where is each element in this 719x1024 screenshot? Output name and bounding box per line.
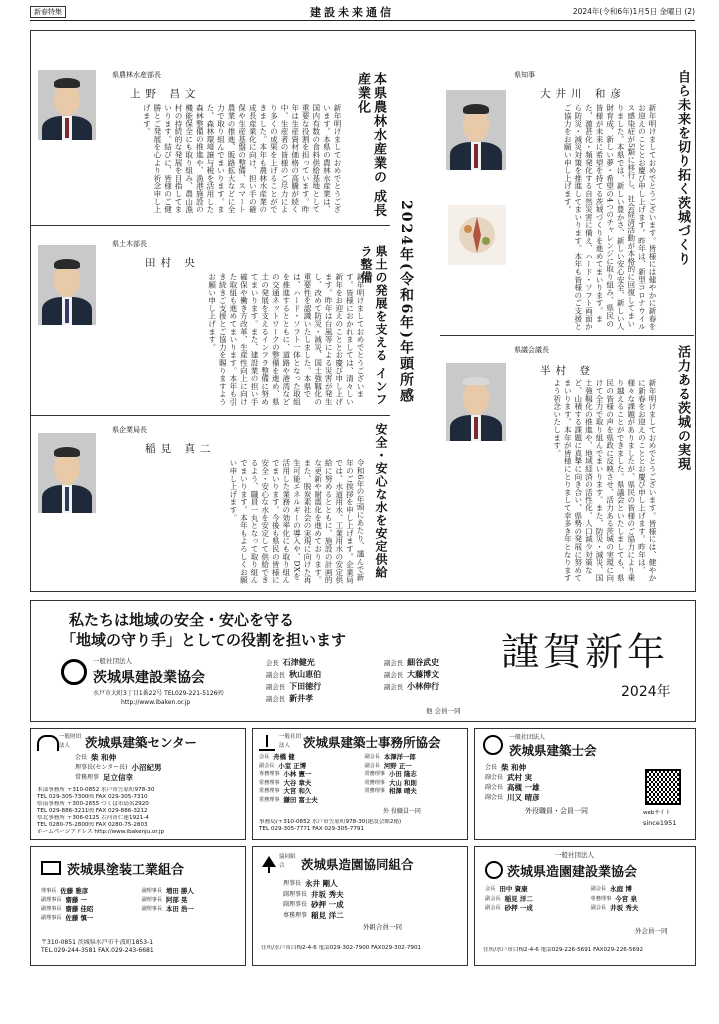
officer-row <box>259 796 359 805</box>
officer-name: 下田徳行 <box>289 682 322 691</box>
new-year-decoration <box>448 205 506 265</box>
officer-name: 田中 資康 <box>499 885 528 893</box>
article-civil-engineering <box>30 225 390 416</box>
members-note: 外組合員一同 <box>363 923 402 931</box>
officer-row <box>591 885 691 895</box>
ad-construction-association <box>30 600 696 722</box>
ad-slogan-2: 「地域の守り手」としての役割を担います <box>61 631 347 649</box>
section-badge: 新春特集 <box>30 6 66 18</box>
role-label: 県農林水産部長 <box>112 71 161 79</box>
officer-name: 小田 隆志 <box>388 770 417 779</box>
officer-title: 副会長 <box>485 895 501 902</box>
members-note: 他 会員一同 <box>426 707 461 715</box>
officer-name: 足立信幸 <box>103 773 134 782</box>
org-prefix: 一般社団法人 <box>555 851 594 859</box>
officer-name: 秋山恵伯 <box>289 670 322 679</box>
contact-line: ホームページアドレス http://www.ibakenju.or.jp <box>37 829 165 835</box>
officer-title: 副理事長 <box>141 897 162 903</box>
officer-title: 副会長 <box>485 784 504 791</box>
portrait-hanmura <box>446 363 506 441</box>
officer-name: 小沼紀男 <box>131 763 162 772</box>
officer-name: 砂押 一成 <box>311 900 344 909</box>
officer-row <box>259 762 359 771</box>
officer-title: 専務理事 <box>259 771 280 778</box>
officer-name: 鎌田 富士夫 <box>283 795 318 804</box>
contact-line: 本部事務所 〒310-0852 水戸市笠原町978-30 <box>37 787 155 793</box>
article-heading: 県土の発展を支える インフラ整備 <box>359 245 388 407</box>
officer-name: 井坂 秀夫 <box>610 904 639 912</box>
officer-title: 副会長 <box>384 671 404 679</box>
officer-name: 大藤博文 <box>407 670 440 679</box>
officer-name: 齋藤 一 <box>65 896 87 904</box>
contact-line: 住所/水戸市白梅2-4-6 電話029-302-7900 FAX029-302-7901 <box>261 945 422 951</box>
officer-name: 稲見 洋二 <box>311 910 344 920</box>
ad-slogan-1: 私たちは地域の安全・安心を守る <box>69 611 295 629</box>
contact-line: TEL 029-886-3211㈹ FAX 029-886-3212 <box>37 808 148 814</box>
officer-name: 永庭 博 <box>610 885 632 893</box>
officer-row <box>283 911 453 922</box>
officer-list <box>259 753 464 805</box>
officer-title: 常務理事 <box>364 779 385 786</box>
officer-row <box>591 904 691 914</box>
portrait-ueno <box>38 70 96 140</box>
ad-landscape-construction-association <box>474 846 696 966</box>
officer-list <box>75 753 215 783</box>
officer-name: 高槻 一雄 <box>507 783 540 792</box>
org-name: 茨城県建築士事務所協会 <box>303 735 441 750</box>
building-center-logo <box>37 735 59 751</box>
officer-row <box>41 887 136 896</box>
org-name: 茨城県造園建設業協会 <box>507 865 638 880</box>
officer-row <box>75 763 215 773</box>
officer-title: 副理事長 <box>41 897 62 903</box>
officer-title: 副会長 <box>485 794 504 801</box>
officer-row <box>41 914 136 923</box>
members-note: 外役職員・会員一同 <box>525 807 588 815</box>
officer-title: 副理事長 <box>41 906 62 912</box>
officer-name: 砂押 一成 <box>504 904 533 912</box>
members-note: 外会員一同 <box>635 927 668 935</box>
officer-name: 細谷武史 <box>407 658 440 667</box>
officer-title: 理事長(センター長) <box>75 764 128 771</box>
contact-lines <box>41 939 236 955</box>
portrait-oigawa <box>446 90 506 170</box>
officer-name: 大谷 章夫 <box>283 778 312 787</box>
officer-name: 本澤洋一郎 <box>383 753 416 761</box>
contact-lines <box>37 787 242 836</box>
officer-name: 増田 勝人 <box>165 887 194 895</box>
org-prefix: 一般社団法人 <box>279 734 302 749</box>
org-name: 茨城県建築センター <box>85 735 198 750</box>
officer-row <box>365 762 465 771</box>
officer-name: 本田 浩一 <box>165 905 194 913</box>
officer-name: 石津健光 <box>282 658 315 667</box>
ad-painting-union <box>30 846 246 966</box>
center-title: 2024年(令和6年)年頭所感 <box>398 200 414 404</box>
officer-row <box>485 763 635 773</box>
officer-name: 柴 和伸 <box>501 763 527 772</box>
article-assembly-chair <box>440 335 694 590</box>
contact-line: 県南事務所 〒300-2655 つくば市島名2920 <box>37 801 149 807</box>
officer-name: 佐藤 慎一 <box>65 914 94 922</box>
role-label: 県知事 <box>514 71 535 79</box>
officer-row <box>283 890 453 901</box>
officer-title: 常務理事 <box>259 788 280 795</box>
ad-architect-society <box>474 728 696 840</box>
officer-row <box>266 681 378 693</box>
article-heading: 自ら未来を切り拓く茨城づくり <box>675 70 690 266</box>
role-label: 県企業局長 <box>112 426 147 434</box>
newspaper-title: 建設未来通信 <box>310 6 394 19</box>
officer-row <box>384 657 496 669</box>
officer-title: 副会長 <box>266 671 286 679</box>
officer-row <box>259 770 359 779</box>
article-heading: 本県農林水産業の 成長産業化 <box>355 72 386 218</box>
officer-row <box>266 693 378 705</box>
article-body: 新年明けましておめでとうございます。皆様には健やかに新春をお迎えのこととお慶び申し上げます。昨年は、新型コロナウイルス感染症が5類に移行し、社会経済活動が本格的に回復してまいりました。本県では、新しい豊かさ、新しい安心安全、新しい人財育成、新しい夢・希望の4つのチャレンジに取り組み、県民の皆様が未来に希望を持てる茨城づくりを進めてまいります。また、激甚化・頻発化する自然災害に備え、ハード・ソフト両面から防災・減災対策を推進してまいります。本年も皆様のご支援とご協力をお願い申し上げます。 <box>563 104 657 331</box>
officer-row <box>485 793 635 803</box>
officer-name: 佐藤 雅彦 <box>60 887 89 895</box>
person-name: 稲見 真二 <box>145 443 216 455</box>
org-name: 茨城県造園協同組合 <box>301 857 414 872</box>
officer-title: 会長 <box>485 764 498 771</box>
officer-title: 副会長 <box>266 695 286 703</box>
officer-title: 常務理事 <box>364 771 385 778</box>
officer-row <box>384 681 496 693</box>
contact-line: 事務局/〒310-0852 水戸市笠原町978-30(建設会館2階) <box>259 819 402 825</box>
officer-row <box>259 753 359 762</box>
association-logo <box>61 659 87 685</box>
page-header <box>30 6 695 21</box>
ad-architect-office-association <box>252 728 468 840</box>
portrait-inami <box>38 433 96 513</box>
contact-line: TEL 0280-75-2800㈹ FAX 0280-75-2803 <box>37 822 148 828</box>
officer-title: 常務理事 <box>259 779 280 786</box>
officer-title: 副会長 <box>259 762 275 769</box>
officer-title: 専務理事 <box>283 911 308 919</box>
officer-row <box>485 783 635 793</box>
contact-lines <box>259 819 464 833</box>
person-name: 上野 昌文 <box>130 88 201 100</box>
officer-title: 副会長 <box>364 754 380 760</box>
org-prefix: 協同組合 <box>279 854 296 869</box>
decoration-illustration <box>448 205 506 265</box>
officer-name: 柴 和伸 <box>91 753 117 762</box>
officer-name: 小室 正博 <box>278 761 307 770</box>
officer-row <box>75 773 215 783</box>
portrait-tamura <box>38 245 96 325</box>
article-enterprise <box>30 415 390 590</box>
officer-title: 副理事長 <box>283 901 308 908</box>
person-name: 田村 央 <box>145 257 200 269</box>
society-logo <box>483 735 503 755</box>
officer-list <box>485 885 690 914</box>
contact-lines <box>261 945 466 952</box>
officer-title: 会長 <box>266 659 279 667</box>
org-url: http://www.ibaken.or.jp <box>121 699 191 706</box>
painting-logo <box>41 861 61 875</box>
officer-row <box>485 904 585 914</box>
landscape-logo <box>261 855 277 873</box>
officer-name: 今宮 泉 <box>615 894 638 903</box>
officer-row <box>266 669 378 681</box>
article-agriculture <box>30 30 390 226</box>
officer-name: 河野 正一 <box>383 761 412 770</box>
officer-name: 川又 晴彦 <box>507 793 540 802</box>
org-prefix: 一般社団法人 <box>93 657 132 665</box>
article-heading: 活力ある茨城の実現 <box>675 345 690 471</box>
article-body: 新年明けましておめでとうございます。皆様におかれましては、清々しい新年をお迎えのこととお慶び申し上げます。昨年は台風等による災害が発生し、改めて防災・減災、国土強靱化の重要性を認識いたしました。本県では、ハード・ソフト一体となった取組を推進するとともに、道路や港湾などの交通ネットワークの整備を進め、県土の発展を支えるインフラ整備に努めてまいります。また、建設業の担い手確保や働き方改革、生産性向上に向けた取組も進めてまいります。本年も引き続きご支援とご協力を賜りますようお願い申し上げます。 <box>207 273 365 406</box>
officer-title: 副理事長 <box>283 890 308 898</box>
contact-line: TEL 029-305-7771 FAX 029-305-7791 <box>259 826 365 832</box>
officer-name: 阿部 晃 <box>165 896 188 904</box>
officer-title: 副理事長 <box>141 906 162 912</box>
greeting-year: 2024年 <box>621 684 671 700</box>
officer-row <box>365 787 465 796</box>
members-note: 外 役職員一同 <box>383 808 421 815</box>
greeting-text: 謹賀新年 <box>501 630 670 674</box>
officer-title: 副会長 <box>364 762 380 769</box>
article-governor <box>440 30 694 336</box>
officer-title: 副会長 <box>590 886 607 892</box>
article-body: 新年明けましておめでとうございます。皆様には、健やかに新春をお迎えのこととお慶び申し上げます。昨年は、様々な課題がありましたが、県民の皆様のご協力により乗り越えることができました。県議会といたしましても、県民の皆様の声を県政に反映させ、活力ある茨城の実現に向けて全力で取り組んでまいります。また、防災・減災、国土強靱化の推進や、地域経済の活性化、人口減少対策など、山積する課題に真摯に向き合い、県勢の発展に努めてまいります。本年が皆様にとりまして幸多き年となりますよう祈念いたします。 <box>552 379 657 582</box>
org-address: 水戸市大町3丁目1番22号 TEL029-221-5126㈹ <box>93 690 224 697</box>
ad-building-center <box>30 728 246 840</box>
officer-title: 理事長 <box>41 888 57 894</box>
officer-name: 大山 和則 <box>388 778 417 787</box>
officer-title: 常務理事 <box>259 796 280 803</box>
officer-title: 専務理事 <box>590 895 612 902</box>
org-prefix: 一般財団法人 <box>59 734 82 749</box>
role-label: 県議会議長 <box>514 346 549 354</box>
issue-date: 2024年(令和6年)1月5日 金曜日 (2) <box>572 7 695 16</box>
officer-row <box>283 879 453 890</box>
org-name: 茨城県建設業協会 <box>93 670 205 686</box>
officer-name: 小林伸行 <box>407 682 440 691</box>
officer-row <box>485 895 585 905</box>
contact-line: 住所/水戸市白梅2-4-6 電話029-226-5691 FAX029-226-5692 <box>483 947 644 953</box>
officer-row <box>365 753 465 762</box>
officer-title: 理事長 <box>283 880 302 887</box>
contact-line: TEL 029-305-7300㈹ FAX 029-305-7310 <box>37 794 148 800</box>
org-name: 茨城県建築士会 <box>509 743 597 758</box>
officer-title: 常務理事 <box>364 788 385 795</box>
contact-lines <box>483 947 693 954</box>
person-name: 大井川 和彦 <box>540 88 626 100</box>
officer-title: 会長 <box>485 886 496 892</box>
officer-row <box>142 896 237 905</box>
person-name: 半村 登 <box>540 365 595 377</box>
ad-landscape-union <box>252 846 468 966</box>
officer-row <box>365 770 465 779</box>
role-label: 県土木部長 <box>112 240 147 248</box>
officer-name: 齋藤 佳昭 <box>65 905 94 913</box>
officer-row <box>41 905 136 914</box>
officer-title: 副理事長 <box>141 888 162 894</box>
officer-title: 副理事長 <box>41 915 62 921</box>
officer-name: 新井孝 <box>289 694 314 703</box>
qr-code-icon[interactable] <box>645 769 681 805</box>
officer-list <box>485 763 635 803</box>
officer-row <box>384 669 496 681</box>
officer-title: 副会長 <box>590 905 607 911</box>
officer-name: 井坂 秀夫 <box>311 889 344 899</box>
officer-name: 相澤 晴夫 <box>388 787 417 796</box>
officer-row <box>142 887 237 896</box>
officer-title: 副会長 <box>384 659 404 667</box>
officer-title: 副会長 <box>485 774 504 781</box>
officer-name: 小林 憲一 <box>283 770 312 779</box>
officer-row <box>283 900 453 911</box>
org-name: 茨城県塗装工業組合 <box>67 863 185 878</box>
officer-name: 舟橋 健 <box>273 753 295 761</box>
officer-title: 会長 <box>75 754 88 761</box>
officer-name: 武村 実 <box>507 773 533 782</box>
article-body: 令和6年の年頭にあたり、謹んで新年のご挨拶を申し上げます。企業局では、水道用水、工業用水の安定供給に努めるとともに、施設の計画的な更新や耐震化を進めております。また、脱炭素社会の実現に向けた再生可能エネルギーの導入や、DXを活用した業務の効率化にも取り組んでまいります。今後も県民の皆様に安全・安心な水を安定して供給できるよう、職員一丸となって取り組んでまいります。本年もよろしくお願い申し上げます。 <box>228 459 365 584</box>
officer-list <box>283 879 453 921</box>
contact-line: 県北事務所 〒306-0125 古河市仁連1921-4 <box>37 815 149 821</box>
article-body: 新年明けましておめでとうございます。本県の農林水産業は、国内有数の食料供給基地として重要な役割を担っています。昨年は生産資材価格の高騰が続く中、生産者の皆様のご尽力により多くの成果を上げることができました。本年も農林水産業の成長産業化に向け、担い手の確保や生産基盤の整備、スマート農業の推進、販路拡大などに全力で取り組んでまいります。また、森林環境譲与税を活用した森林整備の推進や、漁港施設の機能保全にも取り組み、農山漁村の持続的な発展を目指してまいります。結びに、皆様のご健勝とご発展を心より祈念申し上げます。 <box>142 104 342 214</box>
officer-name: 大宮 和久 <box>283 787 312 796</box>
officer-title: 副会長 <box>266 683 286 691</box>
officer-row <box>485 773 635 783</box>
officer-title: 副会長 <box>384 683 404 691</box>
web-label: webサイト <box>643 810 671 816</box>
officer-title: 副会長 <box>485 905 501 911</box>
officer-row <box>142 905 237 914</box>
officer-row <box>591 895 691 905</box>
officer-row <box>75 753 215 763</box>
org-prefix: 一般社団法人 <box>509 734 546 741</box>
officer-name: 稲見 洋二 <box>504 894 533 903</box>
officer-row <box>259 787 359 796</box>
officer-title: 常務理事 <box>75 774 100 781</box>
officer-list <box>266 657 496 705</box>
architect-logo <box>259 735 275 751</box>
contact-line: 〒310-0851 茨城県水戸市千波町1853-1 <box>41 939 154 946</box>
officer-name: 永井 剛人 <box>305 879 338 888</box>
officer-row <box>41 896 136 905</box>
contact-line: TEL.029-244-3581 FAX.029-243-6681 <box>41 947 154 954</box>
landscape-construction-logo <box>485 861 503 879</box>
officer-row <box>485 885 585 895</box>
since-label: since1951 <box>643 819 677 827</box>
article-heading: 安全・安心な水を安定供給 <box>374 423 388 579</box>
officer-row <box>266 657 378 669</box>
officer-title: 会長 <box>259 754 270 760</box>
officer-list <box>41 887 236 923</box>
